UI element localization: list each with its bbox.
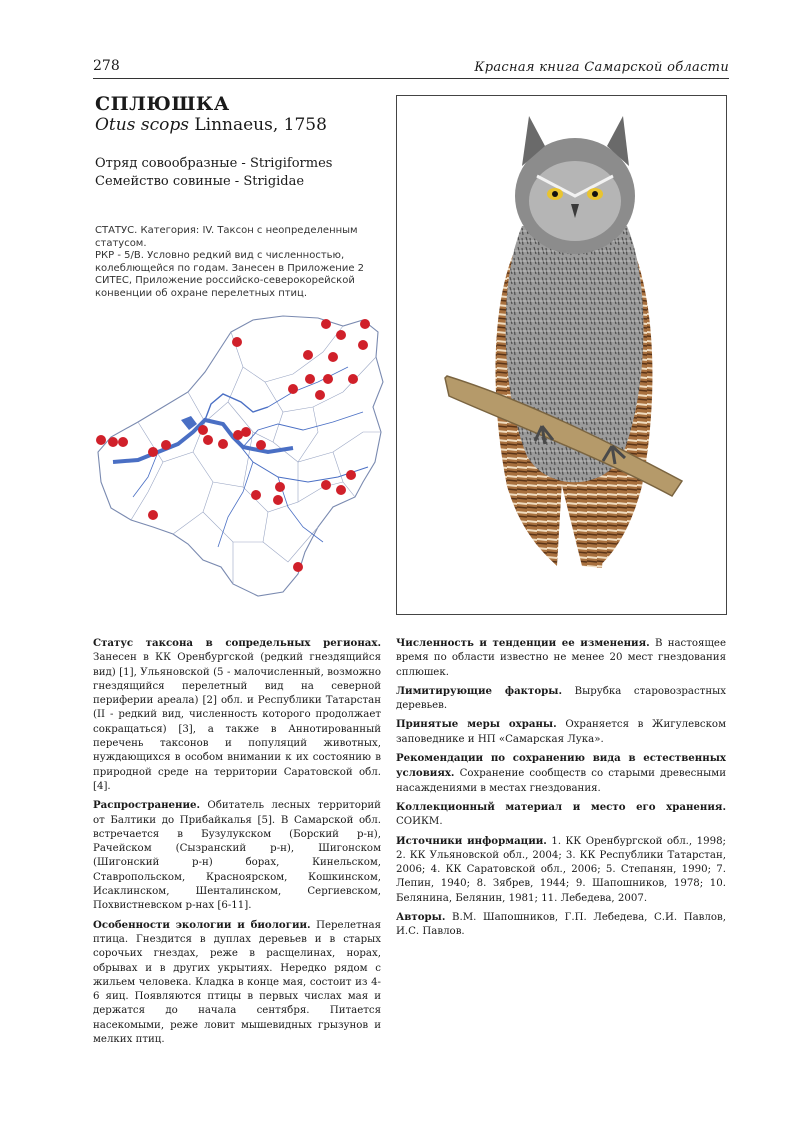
district-borders [131,326,381,584]
occurrence-dot [328,352,338,362]
species-title: СПЛЮШКА [95,93,230,115]
owl-illustration [397,96,726,614]
section-heading: Статус таксона в сопредельных регионах. [93,637,381,649]
section-heading: Источники информации. [396,834,547,847]
section-abundance [396,636,726,680]
occurrence-dot [305,374,315,384]
section-text: В.М. Шапошников, Г.П. Лебедева, С.И. Павлов, И.С. Павлов. [396,912,726,938]
occurrence-dot [148,510,158,520]
occurrence-dot [358,340,368,350]
distribution-map [93,312,385,600]
section-distribution [93,798,381,913]
section-text: В настоящее время по области известно не менее 20 мест гнездования сплюшек. [396,638,726,678]
section-protection-measures [396,717,726,747]
occurrence-dot [118,437,128,447]
occurrence-dot [241,427,251,437]
owl-illustration-frame [396,95,727,615]
section-heading: Коллекционный материал и место его хранения. [396,800,726,813]
occurrence-dot [161,440,171,450]
status-rkr: РКР - 5/В. Условно редкий вид с численностью, колеблющейся по годам. Занесен в Приложение 2 СИТЕС, Приложение российско-северокорейской конвенции об охране перелетных птиц. [95,250,365,299]
section-heading: Авторы. [396,911,446,924]
occurrence-dot [288,384,298,394]
section-collection [396,800,726,830]
status-category: СТАТУС. Категория: IV. Таксон с неопределенным статусом. [95,225,358,249]
occurrence-dot [96,435,106,445]
section-heading: Численность и тенденции ее изменения. [396,637,650,649]
occurrence-dot [203,435,213,445]
section-neighbor-status [93,636,381,794]
status-block [95,225,380,300]
occurrence-dot [275,482,285,492]
section-authors [396,910,726,940]
occurrence-dot [346,470,356,480]
page-number: 278 [93,58,120,74]
section-heading: Рекомендации по сохранению вида в естественных условиях. [396,752,726,780]
section-text: Занесен в КК Оренбургской (редкий гнездящийся вид) [1], Ульяновской (5 - малочисленный, возможно гнездящийся перелетный вид на северной периферии ареала) [2] обл. и Республики Татарстан (II - редкий вид, численность которого продолжает сокращаться) [3], а также в Аннотированный перечень таксонов и популяций животных, нуждающихся в особом внимании к их состоянию в природной среде на территории Саратовской обл. [4]. [93,652,381,792]
occurrence-dot [198,425,208,435]
occurrence-dot [336,485,346,495]
section-text: Перелетная птица. Гнездится в дуплах деревьев и в старых сорочьих гнездах, реже в расщелинах, норах, обрывах и в других укрытиях. Нередко рядом с жильем человека. Кладка в конце мая, состоит из 4-6 яиц. Появляются птицы в первых числах мая и держатся до начала сентября. Питается насекомыми, реже ловит мышевидных грызунов и мелких птиц. [93,919,381,1046]
taxon-order: Отряд совообразные - Strigiformes [95,156,333,171]
section-recommendations [396,751,726,796]
section-heading: Особенности экологии и биологии. [93,918,311,931]
occurrence-dot [148,447,158,457]
occurrence-dot [323,374,333,384]
occurrence-dot [348,374,358,384]
section-sources [396,834,726,906]
occurrence-dot [321,480,331,490]
page-header [93,58,729,78]
running-title: Красная книга Самарской области [474,60,729,75]
owl-pupil-left [552,191,558,197]
section-heading: Лимитирующие факторы. [396,684,563,697]
owl-pupil-right [592,191,598,197]
section-ecology [93,918,381,1048]
occurrence-dot [232,337,242,347]
occurrence-dot [218,439,228,449]
taxonomy-block [95,155,332,191]
section-heading: Распространение. [93,799,201,812]
section-text: Охраняется в Жигулевском заповеднике и НП «Самарская Лука». [396,719,726,745]
occurrence-dot [360,319,370,329]
map-svg [93,312,385,600]
section-text: 1. КК Оренбургской обл., 1998; 2. КК Ульяновской обл., 2004; 3. КК Республики Татарстан, 2006; 4. КК Саратовской обл., 2006; 5. Степанян, 1990; 7. Лепин, 1940; 8. Зябрев, 1944; 9. Шапошников, 1978; 10. Белянина, Белянин, 1981; 11. Лебедева, 2007. [396,835,726,904]
region-outline [98,316,383,596]
section-text: Вырубка старовозрастных деревьев. [396,685,726,712]
occurrence-dot [321,319,331,329]
section-text: СОИКМ. [396,816,443,828]
section-limiting-factors [396,684,726,714]
latin-binomial: Otus scops [95,115,189,135]
section-heading: Принятые меры охраны. [396,718,557,731]
section-text: Сохранение сообществ со старыми древесными насаждениями в местах гнездования. [396,768,726,794]
species-latin-name [95,115,327,135]
section-text: Обитатель лесных территорий от Балтики до Прибайкалья [5]. В Самарской обл. встречается в Бузулукском (Борский р-н), Рачейском (Сызранский р-н), Шигонском (Шигонский р-н) борах, Кинельском, Ставропольском, Красноярском, Кошкинском, Исаклинском, Шенталинском, Сергиевском, Похвистневском р-нах [6-11]. [93,800,381,912]
occurrence-dots [96,319,370,572]
text-column-left [93,636,381,1051]
text-column-right [396,636,726,944]
taxon-family: Семейство совиные - Strigidae [95,174,305,189]
header-rule [93,78,729,79]
occurrence-dot [315,390,325,400]
occurrence-dot [273,495,283,505]
occurrence-dot [251,490,261,500]
occurrence-dot [256,440,266,450]
occurrence-dot [293,562,303,572]
rivers [113,367,368,547]
occurrence-dot [336,330,346,340]
owl-facial-disc [529,161,621,241]
latin-author: Linnaeus, 1758 [194,115,327,135]
occurrence-dot [303,350,313,360]
occurrence-dot [108,437,118,447]
